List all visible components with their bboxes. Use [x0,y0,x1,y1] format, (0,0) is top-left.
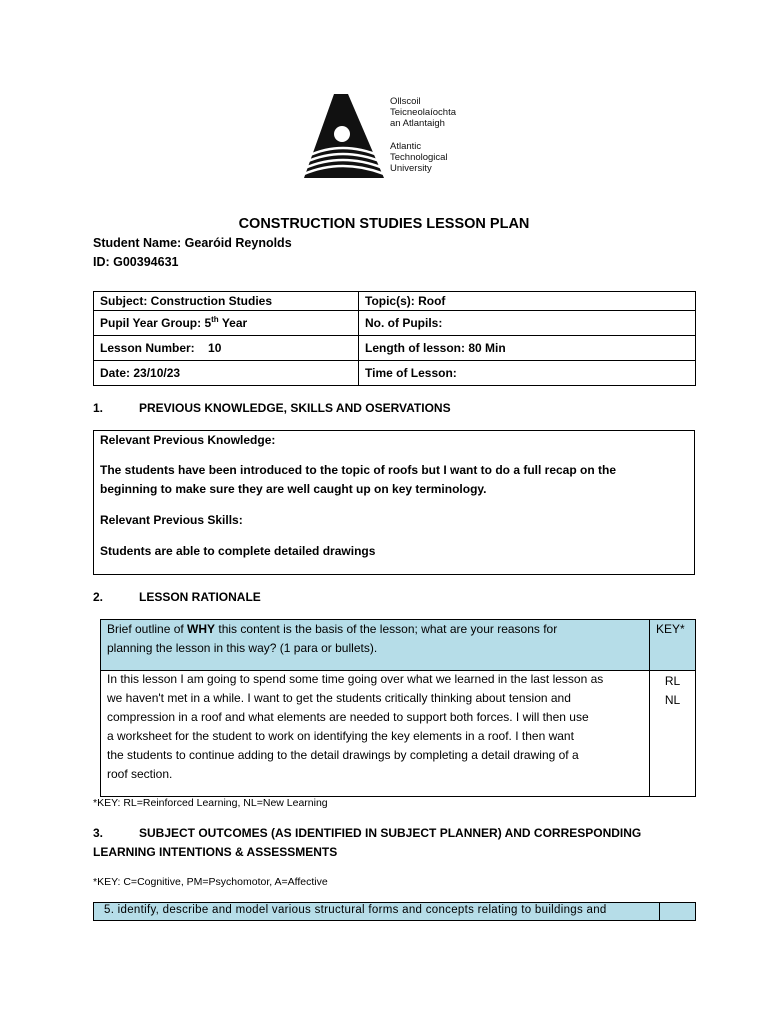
key-value: RL [664,674,681,688]
logo-line: Technological [390,152,448,163]
page-title: CONSTRUCTION STUDIES LESSON PLAN [238,216,530,232]
outcomes-key-note: *KEY: C=Cognitive, PM=Psychomotor, A=Affective [93,876,328,888]
rationale-header-line: planning the lesson in this way? (1 para or bullets). [107,641,378,655]
rationale-table [100,619,696,797]
rationale-key-note: *KEY: RL=Reinforced Learning, NL=New Learning [93,797,328,809]
header-why: WHY [187,622,216,636]
lesson-number-cell [94,336,359,361]
student-name: Student Name: Gearóid Reynolds [93,236,292,250]
topic-cell: Topic(s): Roof [359,292,696,311]
key-value: NL [664,693,681,707]
outcome-row [93,902,696,921]
key-header: KEY* [656,622,685,636]
atu-logo-mark-icon [302,88,386,184]
length-cell: Length of lesson: 80 Min [359,336,696,361]
logo-line: Teicneolaíochta [390,107,457,118]
knowledge-label: Relevant Previous Knowledge: [100,433,276,447]
rationale-header-line [107,620,557,639]
rationale-body-line: roof section. [107,767,173,781]
lesson-number-value: 10 [208,341,222,355]
previous-knowledge-box [93,430,695,575]
skills-text: Students are able to complete detailed drawings [100,544,376,558]
logo-line: an Atlantaigh [390,118,445,129]
lesson-info-table [93,291,696,386]
year-group-sup: th [211,315,219,324]
header-text: this content is the basis of the lesson; what are your reasons for [215,622,558,636]
key-header-cell [650,620,695,671]
lesson-number-label: Lesson Number: [100,341,195,355]
logo-line: Atlantic [390,141,422,152]
rationale-header-cell [101,620,650,671]
header-text: Brief outline of [107,622,188,636]
section-2-number: 2. [93,590,104,604]
subject-cell: Subject: Construction Studies [94,292,359,311]
logo-line: University [390,163,432,174]
section-1-title: PREVIOUS KNOWLEDGE, SKILLS AND OSERVATIONS [139,401,451,415]
atu-logo [302,88,472,188]
logo-text-english [390,141,448,174]
pupils-cell: No. of Pupils: [359,311,696,336]
time-cell: Time of Lesson: [359,361,696,386]
skills-label: Relevant Previous Skills: [100,513,243,527]
knowledge-text-line: The students have been introduced to the topic of roofs but I want to do a full recap on the [100,463,617,477]
key-values [650,670,695,710]
rationale-body-line: In this lesson I am going to spend some time going over what we learned in the last lesson as [107,672,604,686]
section-2-title: LESSON RATIONALE [139,590,261,604]
logo-text-irish [390,96,456,129]
year-group-cell [94,311,359,336]
knowledge-text-line: beginning to make sure they are well caught up on key terminology. [100,482,487,496]
student-id: ID: G00394631 [93,255,179,269]
rationale-body-line: we haven't met in a while. I want to get the students critically thinking about tension and [107,691,571,705]
outcome-text: 5. identify, describe and model various structural forms and concepts relating to buildings and [104,904,607,916]
year-group-suffix: Year [218,316,248,330]
rationale-body-line: compression in a roof and what elements are needed to support both forces. I will then use [107,710,589,724]
section-3-number: 3. [93,826,104,840]
rationale-body-line: a worksheet for the student to work on identifying the key elements in a roof. I then want [107,729,574,743]
logo-line: Ollscoil [390,96,421,107]
year-group-text: Pupil Year Group: 5 [100,316,212,330]
section-3-title: SUBJECT OUTCOMES (AS IDENTIFIED IN SUBJECT PLANNER) AND CORRESPONDING [139,826,642,840]
rationale-body-line: the students to continue adding to the detail drawings by completing a detail drawing of a [107,748,579,762]
outcome-divider [659,903,660,920]
section-3-title-line2: LEARNING INTENTIONS & ASSESSMENTS [93,845,338,859]
section-1-number: 1. [93,401,104,415]
date-cell: Date: 23/10/23 [94,361,359,386]
